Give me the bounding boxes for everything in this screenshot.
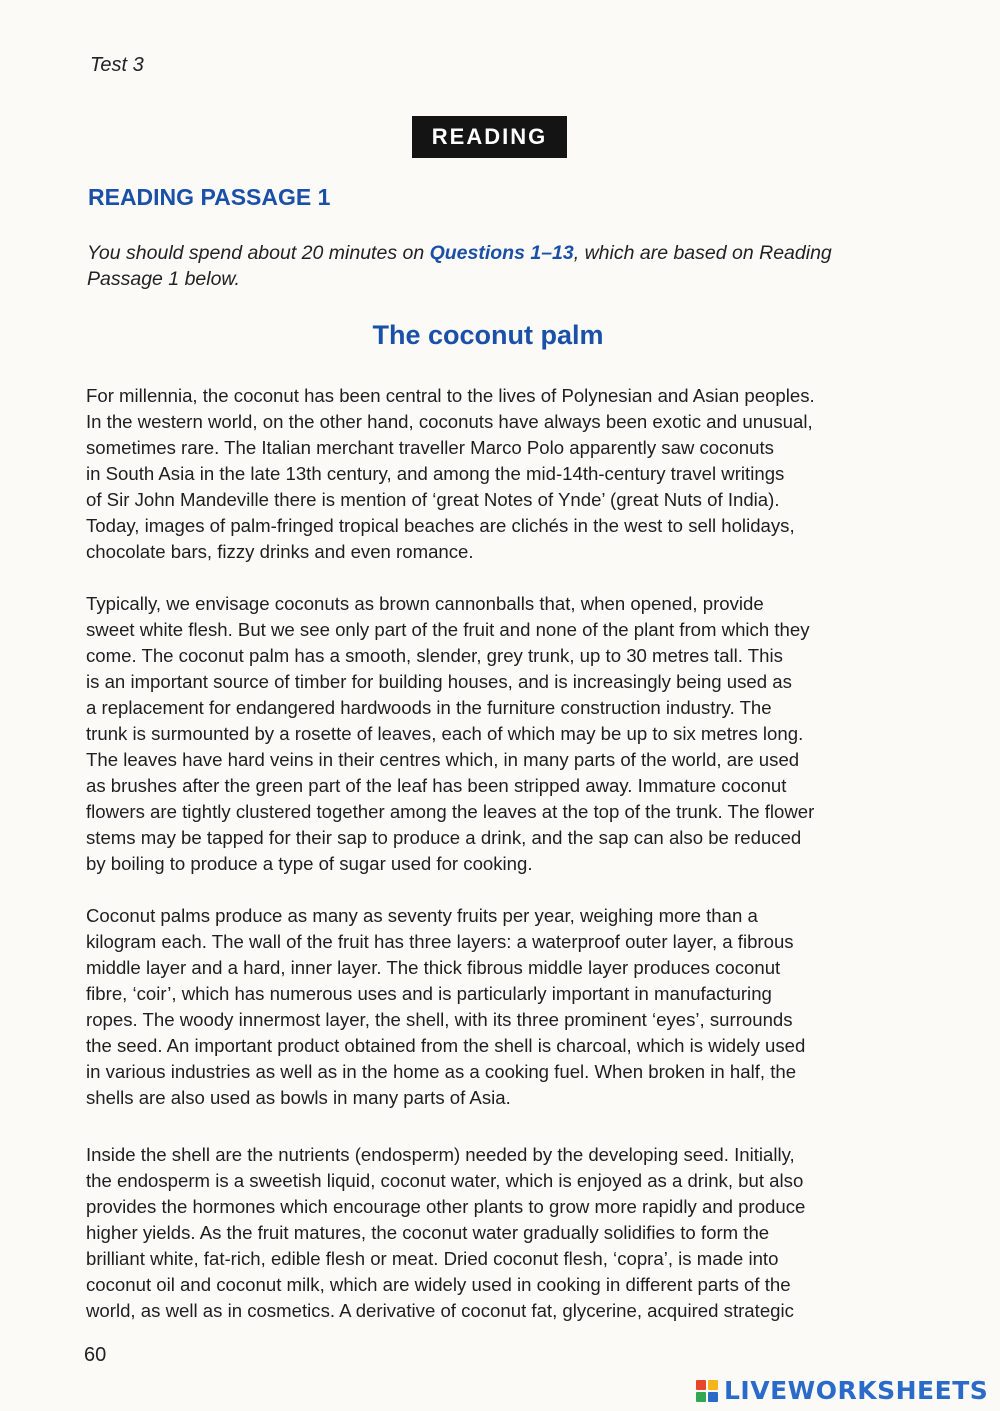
paragraph-line: the endosperm is a sweetish liquid, coconut water, which is enjoyed as a drink, but also [86,1170,804,1191]
paragraph-line: ropes. The woody innermost layer, the shell, with its three prominent ‘eyes’, surrounds [86,1009,793,1030]
paragraph-line: the seed. An important product obtained from the shell is charcoal, which is widely used [86,1035,806,1056]
paragraph-line: In the western world, on the other hand, coconuts have always been exotic and unusual, [86,411,813,432]
paragraph-line: Typically, we envisage coconuts as brown cannonballs that, when opened, provide [86,593,764,614]
paragraph-line: Coconut palms produce as many as seventy fruits per year, weighing more than a [86,905,758,926]
paragraph-2 [86,591,906,877]
paragraph-line: provides the hormones which encourage other plants to grow more rapidly and produce [86,1196,806,1217]
paragraph-line: as brushes after the green part of the leaf has been stripped away. Immature coconut [86,775,787,796]
logo-square [696,1380,706,1390]
paragraph-line: The leaves have hard veins in their centres which, in many parts of the world, are used [86,749,800,770]
questions-reference: Questions 1–13 [429,242,574,264]
liveworksheets-logo-icon [696,1380,718,1402]
test-label: Test 3 [90,54,144,76]
paragraph-line: world, as well as in cosmetics. A derivative of coconut fat, glycerine, acquired strategic [86,1300,794,1321]
paragraph-line: by boiling to produce a type of sugar used for cooking. [86,853,533,874]
paragraph-3 [86,903,906,1111]
paragraph-4 [86,1142,906,1324]
paragraph-line: Today, images of palm-fringed tropical beaches are clichés in the west to sell holidays, [86,515,795,536]
logo-square [696,1392,706,1402]
paragraph-line: coconut oil and coconut milk, which are widely used in cooking in different parts of the [86,1274,791,1295]
paragraph-line: a replacement for endangered hardwoods in the furniture construction industry. The [86,697,772,718]
paragraph-1 [86,383,906,565]
passage-heading: READING PASSAGE 1 [88,184,331,210]
paragraph-line: Inside the shell are the nutrients (endosperm) needed by the developing seed. Initially, [86,1144,795,1165]
page-number: 60 [84,1344,107,1366]
passage-instruction [87,240,907,292]
paragraph-line: fibre, ‘coir’, which has numerous uses and is particularly important in manufacturing [86,983,772,1004]
instruction-text-line2: Passage 1 below. [87,268,240,290]
paragraph-line: in South Asia in the late 13th century, and among the mid-14th-century travel writings [86,463,785,484]
paragraph-line: higher yields. As the fruit matures, the coconut water gradually solidifies to form the [86,1222,770,1243]
paragraph-line: come. The coconut palm has a smooth, slender, grey trunk, up to 30 metres tall. This [86,645,783,666]
paragraph-line: of Sir John Mandeville there is mention of ‘great Notes of Ynde’ (great Nuts of India). [86,489,780,510]
paragraph-line: stems may be tapped for their sap to produce a drink, and the sap can also be reduced [86,827,802,848]
instruction-text-before: You should spend about 20 minutes on [87,242,430,264]
paragraph-line: chocolate bars, fizzy drinks and even romance. [86,541,474,562]
paragraph-line: kilogram each. The wall of the fruit has three layers: a waterproof outer layer, a fibrous [86,931,794,952]
passage-title: The coconut palm [372,320,604,350]
paragraph-line: flowers are tightly clustered together among the leaves at the top of the trunk. The flower [86,801,815,822]
paragraph-line: middle layer and a hard, inner layer. The thick fibrous middle layer produces coconut [86,957,781,978]
watermark-text: LIVEWORKSHEETS [724,1376,989,1405]
paragraph-line: in various industries as well as in the home as a cooking fuel. When broken in half, the [86,1061,797,1082]
logo-square [708,1380,718,1390]
paragraph-line: shells are also used as bowls in many parts of Asia. [86,1087,511,1108]
paragraph-line: trunk is surmounted by a rosette of leaves, each of which may be up to six metres long. [86,723,804,744]
logo-square [708,1392,718,1402]
paragraph-line: brilliant white, fat-rich, edible flesh or meat. Dried coconut flesh, ‘copra’, is made into [86,1248,779,1269]
paragraph-line: is an important source of timber for building houses, and is increasingly being used as [86,671,792,692]
section-banner: READING [412,116,567,158]
paragraph-line: sometimes rare. The Italian merchant traveller Marco Polo apparently saw coconuts [86,437,774,458]
paragraph-line: For millennia, the coconut has been central to the lives of Polynesian and Asian peoples. [86,385,815,406]
instruction-text-after: , which are based on Reading [573,242,832,264]
paragraph-line: sweet white flesh. But we see only part of the fruit and none of the plant from which they [86,619,810,640]
liveworksheets-watermark[interactable] [696,1376,988,1405]
